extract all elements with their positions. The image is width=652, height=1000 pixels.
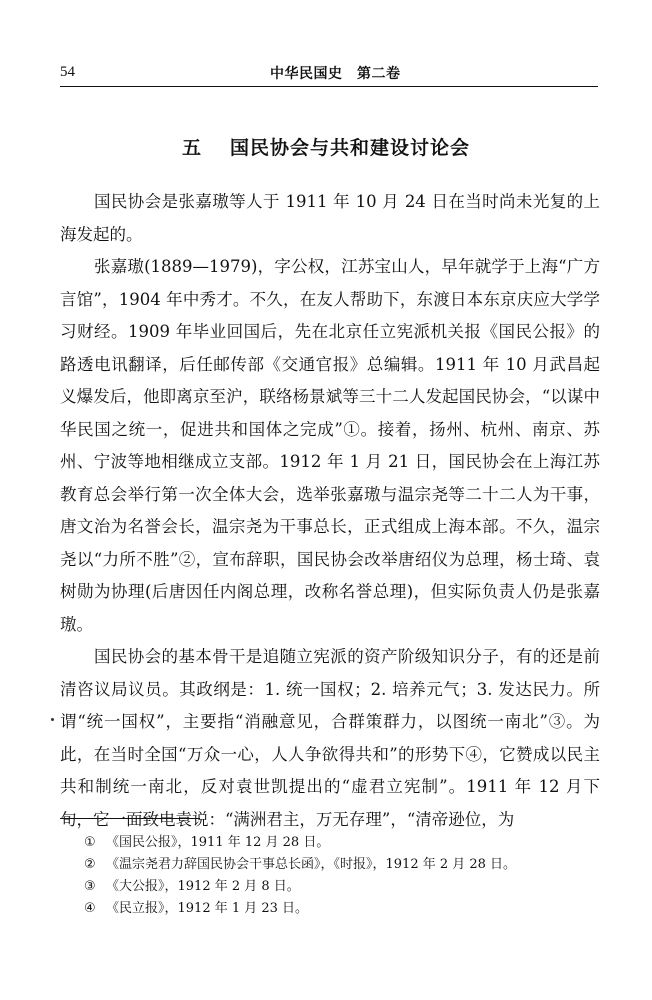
paragraph-intro: 国民协会是张嘉璈等人于 1911 年 10 月 24 日在当时尚未光复的上海发起的。 [60,192,600,244]
paragraph-biography: 张嘉璈(1889—1979)，字公权，江苏宝山人，早年就学于上海“广方言馆”，1904 年中秀才。不久，在友人帮助下，东渡日本东京庆应大学学习财经。1909 年毕业回国后，先在北京任立宪派机关报《国民公报》的路透电讯翻译，后任邮传部《交通官报》总编辑。1911 年 10 月武昌起义爆发后，他即离京至沪，联络杨景斌等三十二人发起国民协会，“以谋中华民国之统一，促进共和国体之完成”①。接着，扬州、杭州、南京、苏州、宁波等地相继成立支部。1912 年 1 月 21 日，国民协会在上海江苏教育总会举行第一次全体大会，选举张嘉璈与温宗尧等二十二人为干事，唐文治为名誉会长，温宗尧为干事总长，正式组成上海本部。不久，温宗尧以“力所不胜”②，宣布辞职，国民协会改举唐绍仪为总理，杨士琦、袁树勋为协理(后唐因任内阁总理，改称名誉总理)，但实际负责人仍是张嘉璈。 [60,257,600,634]
footnote [84,832,604,854]
footnotes [84,832,604,920]
running-header [60,62,598,84]
page-number: 54 [60,64,75,80]
section-heading [0,133,652,160]
footnote-text: 《国民公报》，1911 年 12 月 28 日。 [106,835,330,850]
margin-mark [51,718,54,721]
paragraph-platform: 国民协会的基本骨干是追随立宪派的资产阶级知识分子，有的还是前清咨议局议员。其政纲是：1. 统一国权；2. 培养元气；3. 发达民力。所谓“统一国权”，主要指“消融意见，合群策群力，以图统一南北”③。为此，在当时全国“万众一心，人人争欲得共和”的形势下④，它赞成以民主共和制统一南北，反对袁世凯提出的“虚君立宪制”。1911 年 12 月下旬，它一面致电袁说：“满洲君主，万无存理”，“清帝逊位，为 [60,647,600,829]
section-number: 五 [181,137,202,159]
footnote-marker: ① [84,835,96,850]
footnote-text: 《民立报》，1912 年 1 月 23 日。 [106,901,309,916]
footnote-marker: ③ [84,879,96,894]
footnote [84,854,604,876]
footnote [84,876,604,898]
header-rule [60,86,598,87]
section-title: 国民协会与共和建设讨论会 [230,137,471,159]
body-text [60,186,600,836]
running-header-title: 中华民国史 第二卷 [270,66,401,82]
footnote-text: 《大公报》，1912 年 2 月 8 日。 [106,879,300,894]
footnote-marker: ② [84,857,96,872]
footnote [84,898,604,920]
footnote-rule [60,818,200,819]
footnote-text: 《温宗尧君力辞国民协会干事总长函》，《时报》，1912 年 2 月 28 日。 [106,857,517,872]
footnote-marker: ④ [84,901,96,916]
